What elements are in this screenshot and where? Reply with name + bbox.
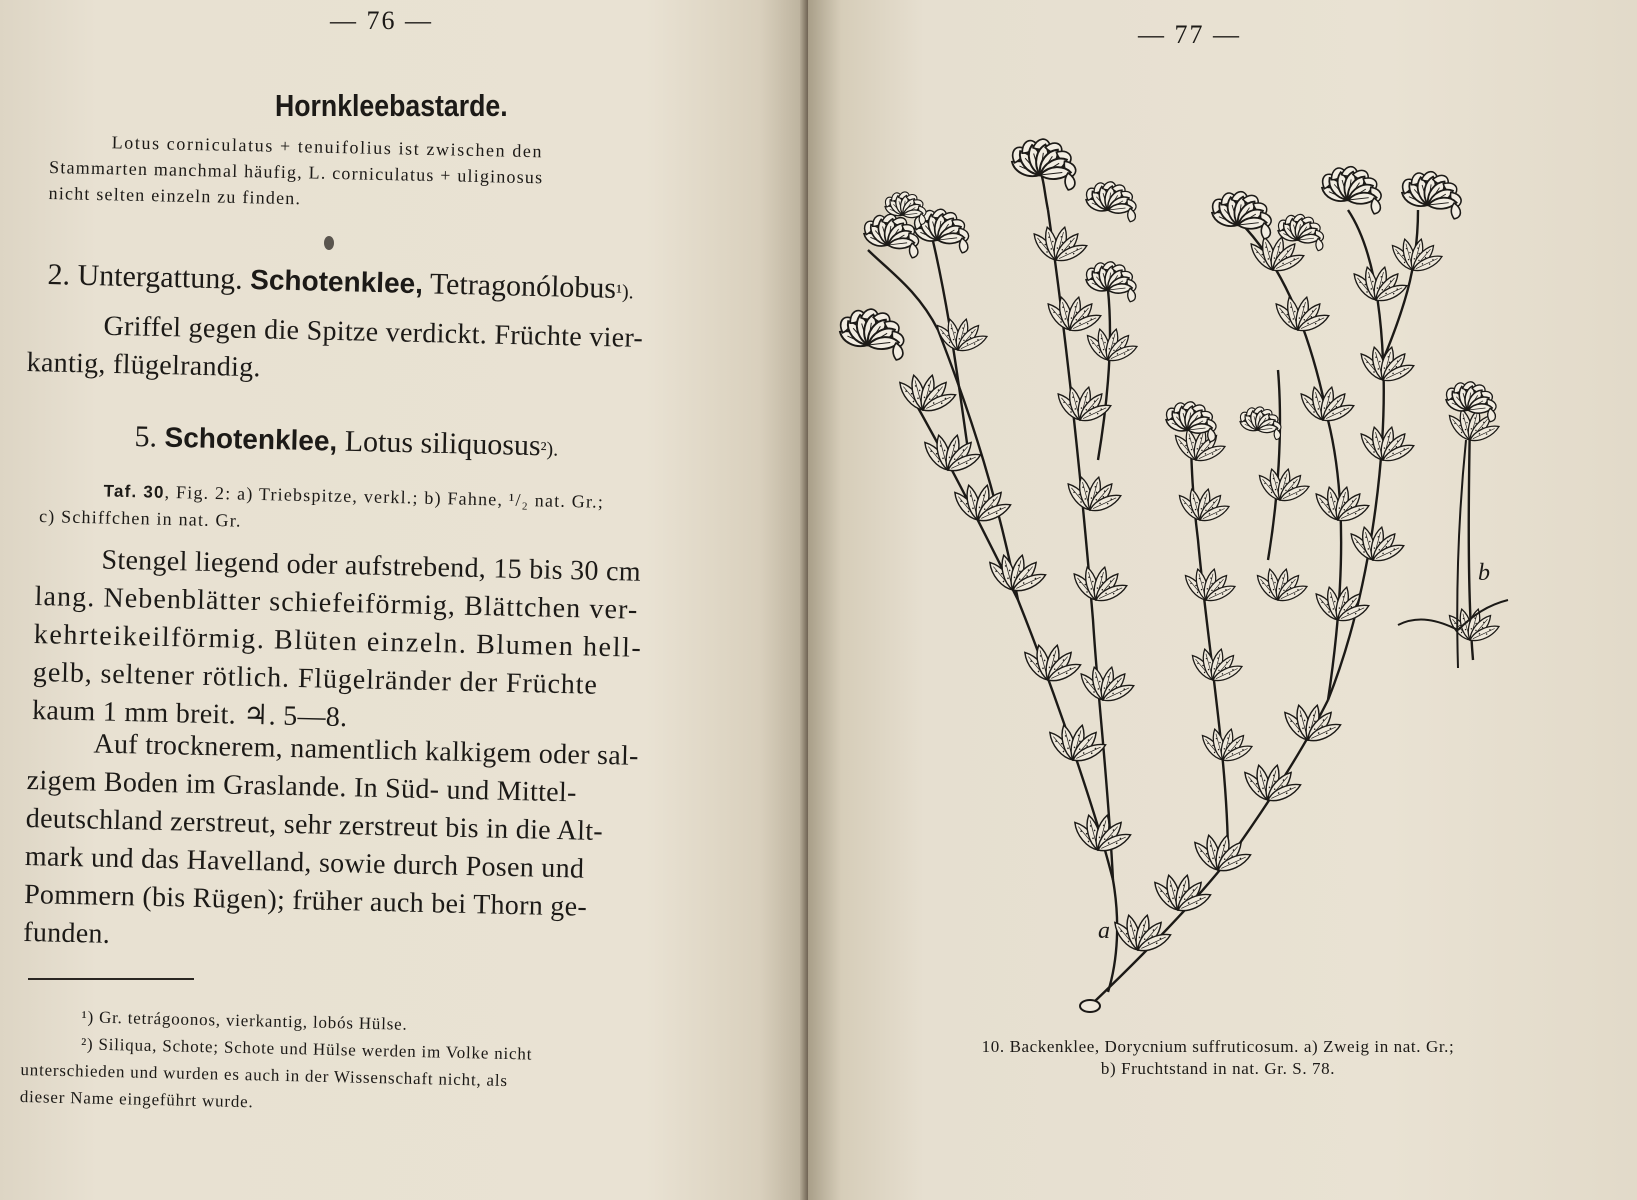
- species-heading: [134, 420, 755, 468]
- subgenus-heading: [47, 258, 768, 310]
- subgenus-name: Schotenklee,: [249, 263, 424, 300]
- habitat-paragraph: [23, 724, 748, 968]
- page-number-left: — 76 —: [330, 6, 433, 35]
- footnote-2-cont: unterschieden und wurden es auch in der Wissenschaft nicht, als: [20, 1059, 509, 1091]
- habitat-line-1: Auf trocknerem, namentlich kalkigem oder sal-: [93, 728, 640, 772]
- caption-line-1: 10. Backenklee, Dorycnium suffruticosum. a) Zweig in nat. Gr.;: [981, 1037, 1455, 1056]
- subgenus-prefix: 2. Untergattung.: [47, 258, 244, 296]
- species-ref: ²).: [540, 438, 559, 461]
- footnote-1: ¹) Gr. tetrágoonos, vierkantig, lobós Hülse.: [81, 1007, 408, 1034]
- plate-reference: [39, 476, 760, 545]
- footnotes: [20, 1002, 742, 1126]
- habitat-line-5: Pommern (bis Rügen); früher auch bei Thorn ge-: [23, 878, 588, 923]
- footnote-divider: [28, 978, 194, 980]
- hybrid-line-2: Stammarten manchmal häufig, L. corniculatus + uliginosus: [48, 156, 544, 188]
- plant-leaves: [896, 226, 1501, 955]
- habitat-line-2: zigem Boden im Graslande. In Süd- und Mittel-: [26, 764, 578, 809]
- figure-label-b: b: [1478, 560, 1490, 586]
- species-desc-line-2: lang. Nebenblätter schiefeiförmig, Blättchen ver-: [34, 580, 639, 626]
- habitat-line-3: deutschland zerstreut, sehr zerstreut bis in die Alt-: [25, 802, 604, 848]
- hybrid-paragraph: [48, 128, 749, 221]
- species-description: [32, 540, 736, 746]
- page-number-right: — 77 —: [1138, 20, 1241, 49]
- subgenus-description: [26, 306, 748, 398]
- subgenus-desc-line-1: Griffel gegen die Spitze verdickt. Früchte vier-: [103, 310, 644, 354]
- footnote-2: ²) Siliqua, Schote; Schote und Hülse werden im Volke nicht: [80, 1034, 533, 1064]
- subgenus-ref: ¹).: [615, 280, 634, 304]
- figure-label-a: a: [1098, 918, 1110, 944]
- stem-base: [1080, 1000, 1100, 1012]
- ink-spot: [324, 236, 334, 250]
- section-title: Hornkleebastarde.: [275, 88, 508, 123]
- subgenus-desc-line-2: kantig, flügelrandig.: [26, 346, 262, 384]
- caption-line-2: b) Fruchtstand in nat. Gr. S. 78.: [1100, 1059, 1336, 1078]
- species-desc-line-1: Stengel liegend oder aufstrebend, 15 bis 30 cm: [101, 544, 642, 588]
- hybrid-line-1: Lotus corniculatus + tenuifolius ist zwischen den: [111, 132, 544, 162]
- species-name: Schotenklee,: [164, 421, 338, 457]
- plate-ref-line-2: c) Schiffchen in nat. Gr.: [38, 505, 242, 531]
- footnote-2-end: dieser Name eingeführt wurde.: [19, 1086, 254, 1112]
- habitat-line-6: funden.: [22, 916, 111, 950]
- figure-caption: [858, 1036, 1578, 1080]
- species-number: 5.: [134, 420, 158, 454]
- right-page: [808, 0, 1637, 1200]
- plate-ref-bold: Taf. 30: [103, 481, 165, 502]
- left-page: [0, 0, 808, 1200]
- species-desc-line-5: kaum 1 mm breit. ♃. 5—8.: [31, 694, 348, 734]
- species-latin: Lotus siliquosus: [344, 424, 542, 463]
- hybrid-line-3: nicht selten einzeln zu finden.: [48, 182, 302, 209]
- species-desc-line-4: gelb, seltener rötlich. Flügelränder der Früchte: [32, 656, 599, 701]
- plate-ref-line-1: , Fig. 2: a) Triebspitze, verkl.; b) Fahne, ¹/₂ nat. Gr.;: [164, 481, 605, 512]
- subgenus-latin: Tetragonólobus: [429, 267, 617, 305]
- plant-illustration: [808, 0, 1637, 1200]
- species-desc-line-3: kehrteikeilförmig. Blüten einzeln. Blumen hell-: [33, 618, 643, 664]
- habitat-line-4: mark und das Havelland, sowie durch Posen und: [24, 840, 585, 885]
